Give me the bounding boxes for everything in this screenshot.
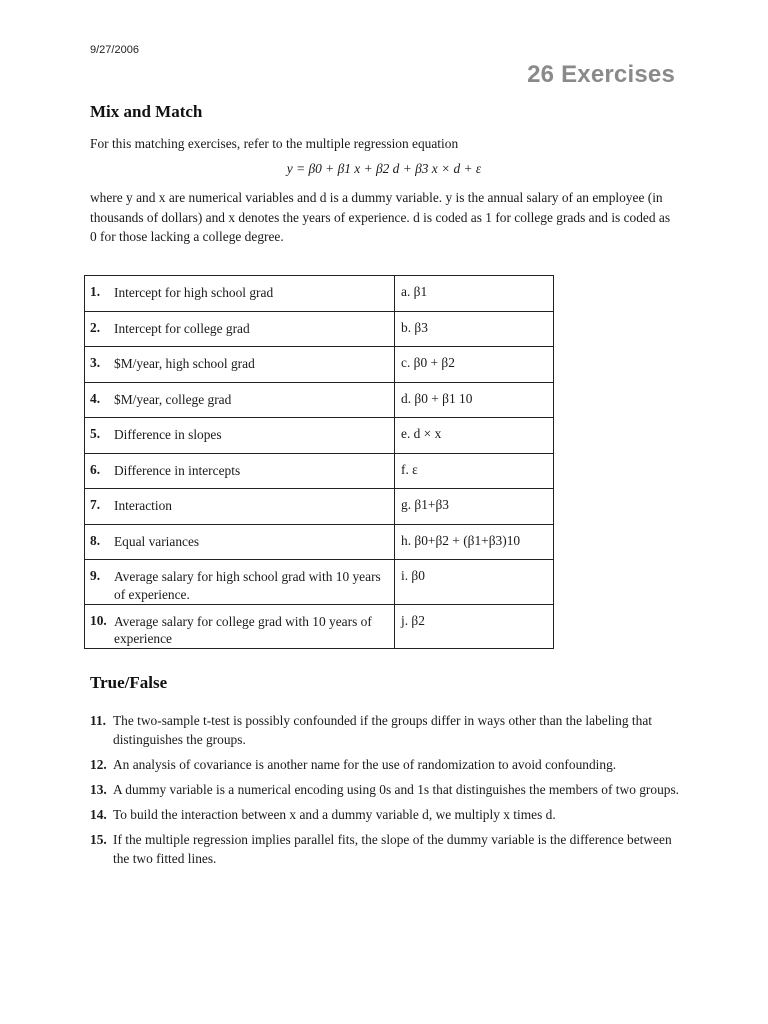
answer-cell: [395, 560, 554, 605]
question-number: 7.: [90, 497, 101, 512]
question-cell: [85, 382, 395, 418]
question-text: Difference in intercepts: [114, 462, 241, 478]
question-cell: [85, 453, 395, 489]
question-cell: [85, 604, 395, 649]
question-text: Interaction: [114, 498, 172, 513]
answer-text: a. β1: [401, 284, 428, 299]
page-date: 9/27/2006: [90, 44, 139, 56]
question-text: Equal variances: [114, 533, 200, 549]
item-text: To build the interaction between x and a dummy variable d, we multiply x times d.: [113, 807, 556, 822]
question-number: 5.: [90, 426, 101, 441]
answer-cell: [395, 604, 554, 649]
answer-text: f. ε: [401, 461, 418, 477]
question-cell: [85, 418, 395, 454]
table-row: [85, 453, 554, 489]
item-number: 14.: [90, 807, 107, 822]
question-number: 4.: [90, 390, 101, 406]
question-text: Difference in slopes: [114, 427, 222, 442]
question-cell: [85, 524, 395, 560]
answer-text: c. β0 + β2: [401, 355, 455, 370]
intro-text: For this matching exercises, refer to the multiple regression equation: [90, 136, 459, 151]
question-text: $M/year, college grad: [114, 391, 232, 407]
question-cell: [85, 347, 395, 383]
answer-cell: [395, 418, 554, 454]
answer-cell: [395, 489, 554, 525]
question-number: 8.: [90, 532, 101, 548]
table-row: [85, 347, 554, 383]
question-cell: [85, 489, 395, 525]
question-text: Average salary for college grad with 10 years of experience: [114, 613, 372, 646]
question-number: 10.: [90, 612, 107, 628]
answer-cell: [395, 311, 554, 347]
answer-text: i. β0: [401, 568, 425, 583]
section-title-mix-and-match: Mix and Match: [90, 102, 203, 121]
variable-definitions: where y and x are numerical variables and d is a dummy variable. y is the annual salary of an employee (in thousands of dollars) and x denotes the years of experience. d is coded as 1 for college grads and is coded as 0 for those lacking a college degree.: [90, 190, 671, 244]
question-text: $M/year, high school grad: [114, 356, 255, 371]
table-row: [85, 276, 554, 312]
table-row: [85, 382, 554, 418]
table-row: [85, 311, 554, 347]
answer-text: b. β3: [401, 319, 428, 335]
question-number: 1.: [90, 284, 101, 299]
section-title-true-false: True/False: [90, 673, 168, 692]
item-text: The two-sample t-test is possibly confounded if the groups differ in ways other than the labeling that distinguishes the groups.: [113, 713, 652, 747]
true-false-list: [90, 711, 690, 874]
answer-text: d. β0 + β1 10: [401, 390, 473, 406]
list-item: [90, 780, 690, 799]
question-text: Average salary for high school grad with 10 years of experience.: [114, 569, 381, 602]
question-number: 2.: [90, 319, 101, 335]
list-item: [90, 755, 690, 774]
table-row: [85, 560, 554, 605]
question-number: 9.: [90, 568, 101, 583]
item-text: An analysis of covariance is another name for the use of randomization to avoid confounding.: [113, 757, 617, 772]
answer-cell: [395, 382, 554, 418]
item-number: 11.: [90, 713, 106, 728]
table-row: [85, 604, 554, 649]
answer-text: h. β0+β2 + (β1+β3)10: [401, 532, 521, 548]
list-item: [90, 805, 690, 824]
item-number: 15.: [90, 832, 107, 847]
answer-cell: [395, 347, 554, 383]
answer-text: g. β1+β3: [401, 497, 449, 512]
item-number: 13.: [90, 782, 107, 797]
table-row: [85, 524, 554, 560]
answer-cell: [395, 453, 554, 489]
item-text: If the multiple regression implies parallel fits, the slope of the dummy variable is the difference between the two fitted lines.: [113, 832, 672, 866]
question-text: Intercept for high school grad: [114, 285, 274, 300]
list-item: [90, 711, 690, 749]
table-row: [85, 489, 554, 525]
answer-cell: [395, 276, 554, 312]
item-text: A dummy variable is a numerical encoding using 0s and 1s that distinguishes the members of two groups.: [113, 782, 680, 797]
question-cell: [85, 560, 395, 605]
question-number: 3.: [90, 355, 101, 370]
question-number: 6.: [90, 461, 101, 477]
regression-equation: y = β0 + β1 x + β2 d + β3 x × d + ε: [286, 161, 482, 176]
answer-text: e. d × x: [401, 426, 442, 441]
matching-table: [84, 275, 554, 649]
question-cell: [85, 276, 395, 312]
question-cell: [85, 311, 395, 347]
list-item: [90, 830, 690, 868]
table-row: [85, 418, 554, 454]
chapter-title: 26 Exercises: [527, 61, 675, 88]
question-text: Intercept for college grad: [114, 320, 250, 336]
item-number: 12.: [90, 757, 107, 772]
answer-cell: [395, 524, 554, 560]
answer-text: j. β2: [401, 612, 425, 628]
